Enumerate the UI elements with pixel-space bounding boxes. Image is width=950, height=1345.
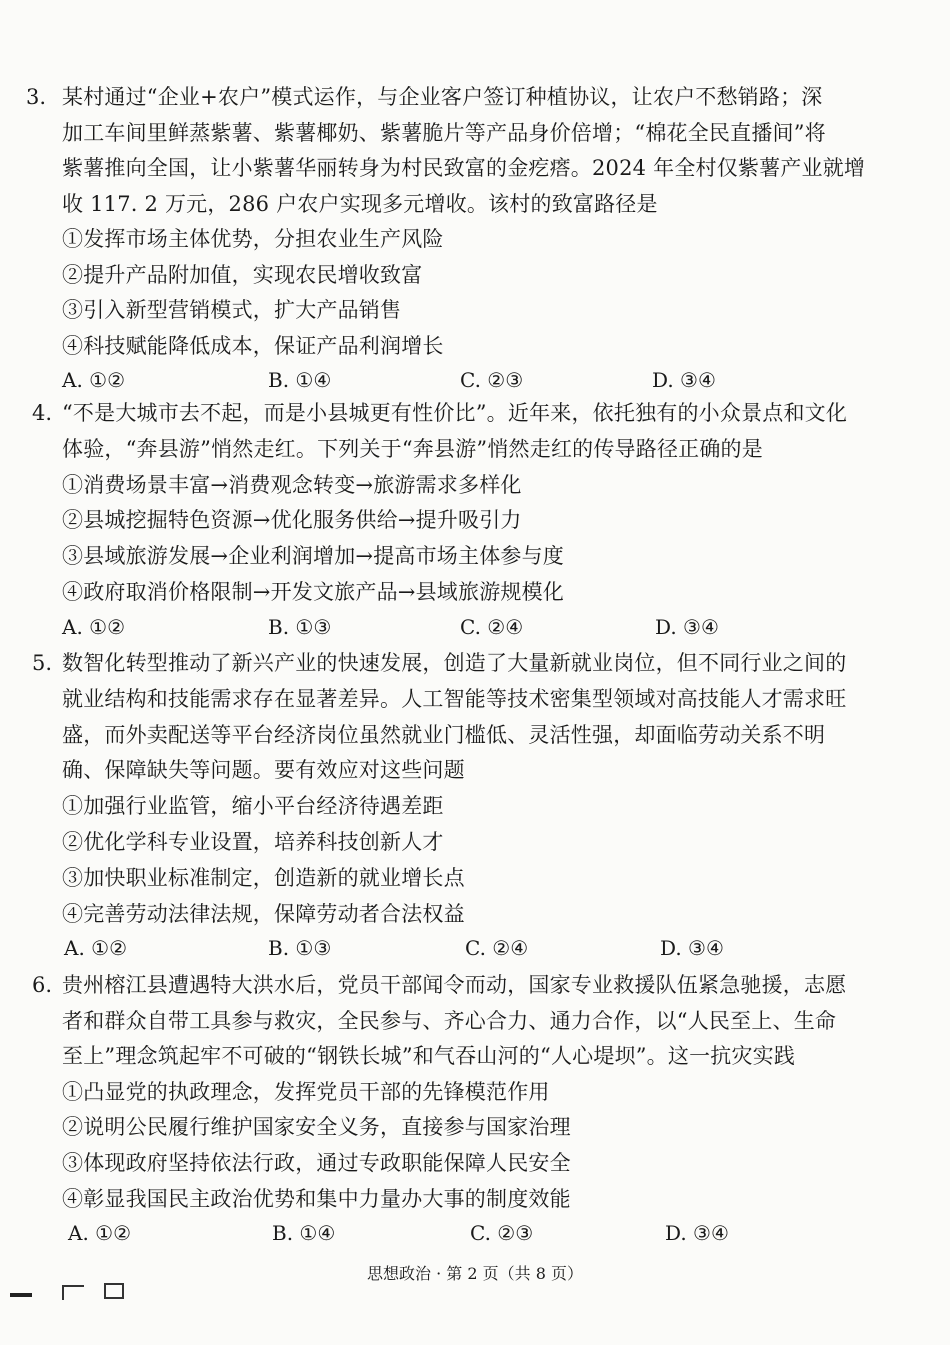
answer-option[interactable]: A. ①② [64, 936, 128, 961]
answer-option[interactable]: B. ①③ [268, 936, 332, 961]
statement-item: ②提升产品附加值，实现农民增收致富 [62, 262, 423, 287]
question-number: 4. [32, 401, 53, 425]
statement-item: ①凸显党的执政理念，发挥党员干部的先锋模范作用 [62, 1079, 550, 1104]
statement-item: ④科技赋能降低成本，保证产品利润增长 [62, 333, 444, 358]
answer-option[interactable]: A. ①② [68, 1221, 132, 1246]
question-stem-line: 某村通过“企业+农户”模式运作，与企业客户签订种植协议，让农户不愁销路；深 [62, 85, 823, 109]
answer-option[interactable]: B. ①④ [268, 368, 332, 392]
answer-options [0, 612, 800, 642]
statement-item: ①消费场景丰富→消费观念转变→旅游需求多样化 [62, 472, 522, 497]
answer-option[interactable]: B. ①③ [268, 614, 332, 639]
statement-item: ②说明公民履行维护国家安全义务，直接参与国家治理 [62, 1115, 571, 1140]
answer-option[interactable]: B. ①④ [272, 1221, 336, 1246]
statement-item: ③体现政府坚持依法行政，通过专政职能保障人民安全 [62, 1151, 571, 1175]
statement-item: ③加快职业标准制定，创造新的就业增长点 [62, 865, 465, 890]
scan-mark-corner [62, 1285, 84, 1300]
scan-mark-box [104, 1283, 124, 1299]
scan-mark-dash [10, 1293, 32, 1297]
answer-option[interactable]: A. ①② [62, 614, 126, 639]
question-stem-line: 盛，而外卖配送等平台经济岗位虽然就业门槛低、灵活性强，却面临劳动关系不明 [62, 722, 826, 747]
answer-option[interactable]: C. ②③ [460, 368, 524, 392]
answer-option[interactable]: D. ③④ [652, 368, 716, 392]
answer-option[interactable]: D. ③④ [660, 936, 724, 961]
statement-item: ④彰显我国民主政治优势和集中力量办大事的制度效能 [62, 1186, 571, 1211]
question-stem-line: 贵州榕江县遭遇特大洪水后，党员干部闻令而动，国家专业救援队伍紧急驰援，志愿 [62, 973, 847, 997]
statement-item: ①加强行业监管，缩小平台经济待遇差距 [62, 794, 444, 819]
question-stem-line: 至上”理念筑起牢不可破的“钢铁长城”和气吞山河的“人心堤坝”。这一抗灾实践 [62, 1044, 796, 1069]
question-stem-line: 就业结构和技能需求存在显著差异。人工智能等技术密集型领域对高技能人才需求旺 [62, 686, 847, 711]
question-stem-line: 确、保障缺失等问题。要有效应对这些问题 [62, 758, 465, 783]
statement-item: ④政府取消价格限制→开发文旅产品→县域旅游规模化 [62, 580, 564, 604]
statement-item: ②县城挖掘特色资源→优化服务供给→提升吸引力 [62, 508, 522, 533]
answer-options [0, 933, 800, 963]
answer-option[interactable]: D. ③④ [665, 1221, 729, 1246]
answer-options [0, 365, 800, 395]
question-stem-line: 者和群众自带工具参与救灾，全民参与、齐心合力、通力合作，以“人民至上、生命 [62, 1008, 837, 1033]
statement-item: ③引入新型营销模式，扩大产品销售 [62, 298, 402, 322]
page-footer: 思想政治 · 第 2 页（共 8 页） [367, 1264, 583, 1283]
answer-option[interactable]: A. ①② [62, 368, 126, 392]
question-stem-line: 加工车间里鲜蒸紫薯、紫薯椰奶、紫薯脆片等产品身价倍增；“棉花全民直播间”将 [62, 120, 826, 145]
answer-option[interactable]: D. ③④ [655, 614, 719, 639]
answer-option[interactable]: C. ②③ [470, 1221, 534, 1246]
statement-item: ②优化学科专业设置，培养科技创新人才 [62, 830, 444, 854]
answer-option[interactable]: C. ②④ [460, 614, 524, 639]
question-number: 3. [26, 85, 47, 109]
statement-item: ①发挥市场主体优势，分担农业生产风险 [62, 227, 444, 251]
answer-options [0, 1218, 800, 1248]
question-number: 6. [32, 973, 53, 997]
question-stem-line: 收 117. 2 万元，286 户农户实现多元增收。该村的致富路径是 [62, 191, 658, 216]
question-stem-line: “不是大城市去不起，而是小县城更有性价比”。近年来，依托独有的小众景点和文化 [62, 401, 848, 425]
question-stem-line: 体验，“奔县游”悄然走红。下列关于“奔县游”悄然走红的传导路径正确的是 [62, 436, 763, 461]
question-stem-line: 紫薯推向全国，让小紫薯华丽转身为村民致富的金疙瘩。2024 年全村仅紫薯产业就增 [62, 156, 866, 180]
answer-option[interactable]: C. ②④ [465, 936, 529, 961]
scan-marks [10, 1281, 120, 1305]
question-number: 5. [32, 651, 53, 675]
statement-item: ③县域旅游发展→企业利润增加→提高市场主体参与度 [62, 544, 564, 569]
question-stem-line: 数智化转型推动了新兴产业的快速发展，创造了大量新就业岗位，但不同行业之间的 [62, 651, 847, 675]
statement-item: ④完善劳动法律法规，保障劳动者合法权益 [62, 901, 465, 926]
